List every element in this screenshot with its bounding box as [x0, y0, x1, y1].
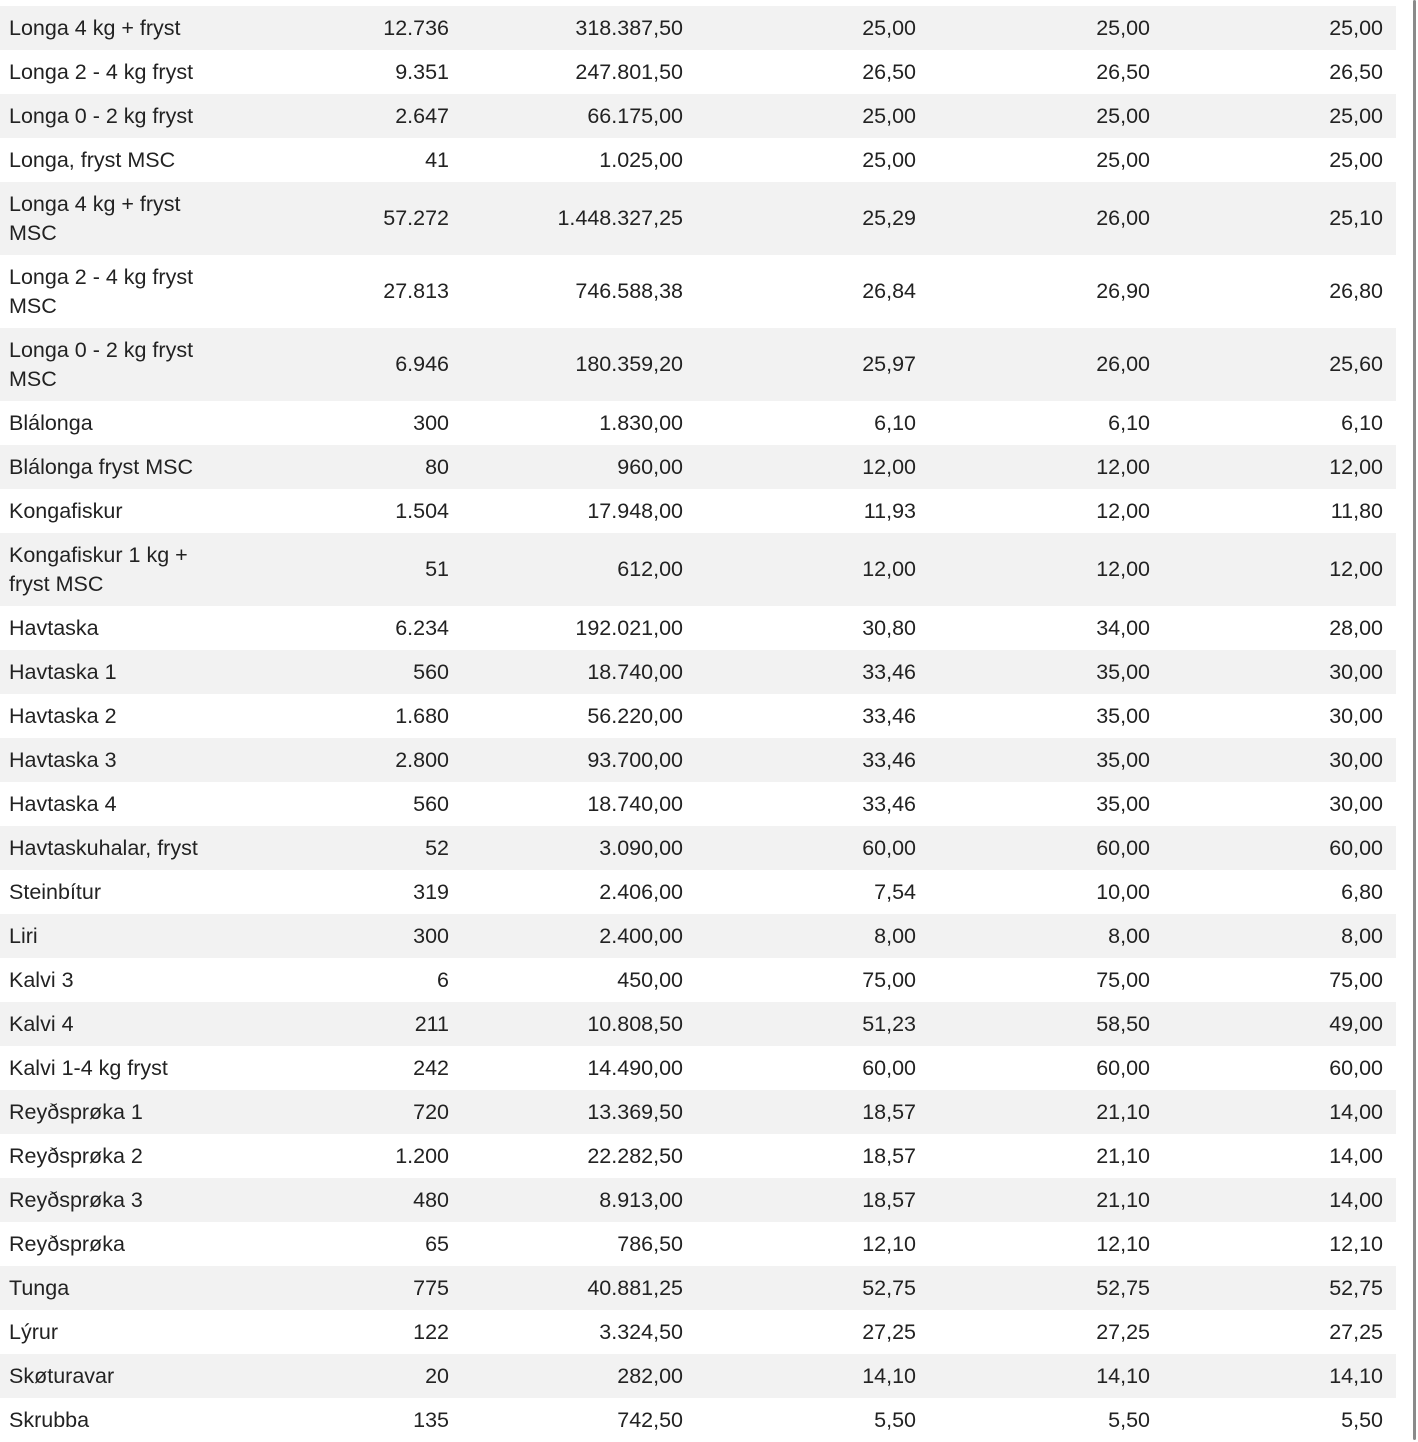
total-value-cell: 14.490,00 — [587, 1055, 683, 1080]
quantity-cell: 27.813 — [383, 279, 449, 303]
min-price-cell: 12,00 — [1329, 454, 1383, 479]
total-value-cell: 93.700,00 — [587, 747, 683, 772]
max-price-cell: 58,50 — [1096, 1011, 1150, 1036]
min-price-cell: 14,00 — [1329, 1143, 1383, 1168]
table-row — [0, 1222, 1396, 1266]
total-value-cell: 786,50 — [617, 1231, 683, 1256]
species-name-cell: Kongafiskur 1 kg + fryst MSC — [9, 542, 188, 596]
total-value-cell: 2.406,00 — [599, 879, 683, 904]
average-price-cell: 18,57 — [862, 1187, 916, 1212]
species-name-cell: Longa 2 - 4 kg fryst — [9, 59, 194, 84]
total-value-cell: 1.448.327,25 — [557, 206, 683, 230]
min-price-cell: 60,00 — [1329, 835, 1383, 860]
average-price-cell: 18,57 — [862, 1099, 916, 1124]
species-name-cell: Havtaska 2 — [9, 703, 117, 728]
average-price-cell: 33,46 — [862, 747, 916, 772]
total-value-cell: 960,00 — [617, 454, 683, 479]
average-price-cell: 33,46 — [862, 703, 916, 728]
table-row — [0, 328, 1396, 401]
species-name-cell: Havtaska — [9, 615, 99, 640]
min-price-cell: 28,00 — [1329, 615, 1383, 640]
min-price-cell: 6,80 — [1341, 879, 1383, 904]
species-name-cell: Havtaska 4 — [9, 791, 117, 816]
total-value-cell: 10.808,50 — [587, 1011, 683, 1036]
quantity-cell: 80 — [425, 454, 449, 479]
average-price-cell: 14,10 — [862, 1363, 916, 1388]
table-row — [0, 870, 1396, 914]
table-row — [0, 445, 1396, 489]
table-row — [0, 694, 1396, 738]
table-row — [0, 782, 1396, 826]
max-price-cell: 35,00 — [1096, 703, 1150, 728]
min-price-cell: 49,00 — [1329, 1011, 1383, 1036]
min-price-cell: 8,00 — [1341, 923, 1383, 948]
max-price-cell: 35,00 — [1096, 791, 1150, 816]
vertical-scrollbar[interactable] — [1410, 0, 1418, 1440]
max-price-cell: 5,50 — [1108, 1407, 1150, 1432]
max-price-cell: 35,00 — [1096, 659, 1150, 684]
min-price-cell: 14,00 — [1329, 1099, 1383, 1124]
average-price-cell: 60,00 — [862, 835, 916, 860]
quantity-cell: 242 — [413, 1055, 449, 1080]
min-price-cell: 5,50 — [1341, 1407, 1383, 1432]
max-price-cell: 26,00 — [1096, 352, 1150, 376]
total-value-cell: 2.400,00 — [599, 923, 683, 948]
quantity-cell: 300 — [413, 410, 449, 435]
species-name-cell: Kalvi 4 — [9, 1011, 74, 1036]
average-price-cell: 26,84 — [862, 279, 916, 303]
quantity-cell: 2.647 — [395, 103, 449, 128]
table-row — [0, 1134, 1396, 1178]
min-price-cell: 75,00 — [1329, 967, 1383, 992]
total-value-cell: 742,50 — [617, 1407, 683, 1432]
total-value-cell: 746.588,38 — [575, 279, 683, 303]
max-price-cell: 34,00 — [1096, 615, 1150, 640]
table-row — [0, 138, 1396, 182]
quantity-cell: 300 — [413, 923, 449, 948]
species-name-cell: Kalvi 1-4 kg fryst — [9, 1055, 168, 1080]
total-value-cell: 3.090,00 — [599, 835, 683, 860]
min-price-cell: 25,00 — [1329, 147, 1383, 172]
max-price-cell: 12,00 — [1096, 557, 1150, 581]
table-row — [0, 182, 1396, 255]
max-price-cell: 6,10 — [1108, 410, 1150, 435]
species-name-cell: Steinbítur — [9, 879, 102, 904]
max-price-cell: 25,00 — [1096, 147, 1150, 172]
quantity-cell: 211 — [414, 1011, 449, 1036]
species-name-cell: Blálonga fryst MSC — [9, 454, 194, 479]
max-price-cell: 12,10 — [1096, 1231, 1150, 1256]
table-row — [0, 1398, 1396, 1442]
max-price-cell: 12,00 — [1096, 454, 1150, 479]
max-price-cell: 60,00 — [1096, 835, 1150, 860]
min-price-cell: 12,00 — [1329, 557, 1383, 581]
average-price-cell: 8,00 — [874, 923, 916, 948]
table-row — [0, 255, 1396, 328]
average-price-cell: 25,97 — [862, 352, 916, 376]
total-value-cell: 66.175,00 — [587, 103, 683, 128]
min-price-cell: 25,10 — [1329, 206, 1383, 230]
total-value-cell: 22.282,50 — [587, 1143, 683, 1168]
total-value-cell: 18.740,00 — [587, 659, 683, 684]
quantity-cell: 122 — [413, 1319, 449, 1344]
total-value-cell: 450,00 — [617, 967, 683, 992]
quantity-cell: 41 — [425, 147, 449, 172]
auction-results-table — [0, 6, 1396, 1442]
max-price-cell: 10,00 — [1096, 879, 1150, 904]
max-price-cell: 26,00 — [1096, 206, 1150, 230]
species-name-cell: Longa 0 - 2 kg fryst — [9, 103, 194, 128]
table-row — [0, 94, 1396, 138]
average-price-cell: 60,00 — [862, 1055, 916, 1080]
species-name-cell: Havtaska 1 — [9, 659, 117, 684]
average-price-cell: 11,93 — [863, 498, 916, 523]
species-name-cell: Longa 4 kg + fryst MSC — [9, 191, 181, 245]
average-price-cell: 75,00 — [862, 967, 916, 992]
total-value-cell: 1.830,00 — [599, 410, 683, 435]
total-value-cell: 1.025,00 — [599, 147, 683, 172]
species-name-cell: Havtaskuhalar, fryst — [9, 835, 198, 860]
average-price-cell: 30,80 — [862, 615, 916, 640]
total-value-cell: 3.324,50 — [599, 1319, 683, 1344]
table-row — [0, 1046, 1396, 1090]
average-price-cell: 25,00 — [862, 147, 916, 172]
table-row — [0, 1178, 1396, 1222]
max-price-cell: 8,00 — [1108, 923, 1150, 948]
total-value-cell: 40.881,25 — [587, 1275, 683, 1300]
min-price-cell: 30,00 — [1329, 791, 1383, 816]
table-row — [0, 738, 1396, 782]
max-price-cell: 25,00 — [1096, 103, 1150, 128]
total-value-cell: 18.740,00 — [587, 791, 683, 816]
species-name-cell: Reyðsprøka 1 — [9, 1099, 143, 1124]
table-row — [0, 1002, 1396, 1046]
max-price-cell: 14,10 — [1096, 1363, 1150, 1388]
min-price-cell: 30,00 — [1329, 703, 1383, 728]
quantity-cell: 560 — [413, 659, 449, 684]
total-value-cell: 17.948,00 — [587, 498, 683, 523]
quantity-cell: 1.504 — [395, 498, 449, 523]
table-row — [0, 1310, 1396, 1354]
species-name-cell: Longa 4 kg + fryst — [9, 15, 181, 40]
species-name-cell: Reyðsprøka — [9, 1231, 125, 1256]
table-row — [0, 1354, 1396, 1398]
table-row — [0, 6, 1396, 50]
min-price-cell: 27,25 — [1329, 1319, 1383, 1344]
quantity-cell: 6.946 — [395, 352, 449, 376]
average-price-cell: 7,54 — [874, 879, 916, 904]
average-price-cell: 6,10 — [874, 410, 916, 435]
average-price-cell: 25,29 — [862, 206, 916, 230]
min-price-cell: 11,80 — [1330, 498, 1383, 523]
table-row — [0, 50, 1396, 94]
species-name-cell: Kalvi 3 — [9, 967, 74, 992]
min-price-cell: 52,75 — [1329, 1275, 1383, 1300]
total-value-cell: 180.359,20 — [575, 352, 683, 376]
max-price-cell: 21,10 — [1096, 1143, 1150, 1168]
average-price-cell: 52,75 — [862, 1275, 916, 1300]
quantity-cell: 2.800 — [395, 747, 449, 772]
min-price-cell: 14,10 — [1329, 1363, 1383, 1388]
average-price-cell: 51,23 — [862, 1011, 916, 1036]
max-price-cell: 26,50 — [1096, 59, 1150, 84]
quantity-cell: 51 — [425, 557, 449, 581]
min-price-cell: 14,00 — [1329, 1187, 1383, 1212]
min-price-cell: 30,00 — [1329, 659, 1383, 684]
average-price-cell: 33,46 — [862, 659, 916, 684]
table-row — [0, 489, 1396, 533]
max-price-cell: 12,00 — [1096, 498, 1150, 523]
species-name-cell: Lýrur — [9, 1319, 58, 1344]
min-price-cell: 25,60 — [1329, 352, 1383, 376]
max-price-cell: 21,10 — [1096, 1187, 1150, 1212]
table-body — [0, 6, 1396, 1442]
table-row — [0, 1266, 1396, 1310]
average-price-cell: 25,00 — [862, 103, 916, 128]
max-price-cell: 26,90 — [1096, 279, 1150, 303]
average-price-cell: 12,10 — [862, 1231, 916, 1256]
quantity-cell: 1.200 — [395, 1143, 449, 1168]
min-price-cell: 26,80 — [1329, 279, 1383, 303]
species-name-cell: Tunga — [9, 1275, 70, 1300]
max-price-cell: 21,10 — [1096, 1099, 1150, 1124]
species-name-cell: Longa 0 - 2 kg fryst MSC — [9, 337, 194, 391]
total-value-cell: 192.021,00 — [575, 615, 683, 640]
average-price-cell: 12,00 — [862, 557, 916, 581]
min-price-cell: 30,00 — [1329, 747, 1383, 772]
species-name-cell: Havtaska 3 — [9, 747, 117, 772]
quantity-cell: 1.680 — [395, 703, 449, 728]
total-value-cell: 13.369,50 — [587, 1099, 683, 1124]
total-value-cell: 318.387,50 — [575, 15, 683, 40]
total-value-cell: 247.801,50 — [575, 59, 683, 84]
quantity-cell: 65 — [425, 1231, 449, 1256]
species-name-cell: Longa 2 - 4 kg fryst MSC — [9, 264, 194, 318]
quantity-cell: 775 — [413, 1275, 449, 1300]
species-name-cell: Skøturavar — [9, 1363, 115, 1388]
table-row — [0, 650, 1396, 694]
min-price-cell: 25,00 — [1329, 103, 1383, 128]
table-row — [0, 914, 1396, 958]
max-price-cell: 75,00 — [1096, 967, 1150, 992]
total-value-cell: 56.220,00 — [587, 703, 683, 728]
quantity-cell: 480 — [413, 1187, 449, 1212]
quantity-cell: 57.272 — [383, 206, 449, 230]
quantity-cell: 6 — [437, 967, 449, 992]
total-value-cell: 8.913,00 — [599, 1187, 683, 1212]
quantity-cell: 52 — [425, 835, 449, 860]
average-price-cell: 27,25 — [862, 1319, 916, 1344]
average-price-cell: 26,50 — [862, 59, 916, 84]
quantity-cell: 20 — [425, 1363, 449, 1388]
average-price-cell: 25,00 — [862, 15, 916, 40]
quantity-cell: 135 — [413, 1407, 449, 1432]
species-name-cell: Longa, fryst MSC — [9, 147, 176, 172]
table-row — [0, 401, 1396, 445]
species-name-cell: Reyðsprøka 2 — [9, 1143, 143, 1168]
min-price-cell: 26,50 — [1329, 59, 1383, 84]
species-name-cell: Blálonga — [9, 410, 93, 435]
quantity-cell: 6.234 — [395, 615, 449, 640]
quantity-cell: 12.736 — [383, 15, 449, 40]
max-price-cell: 52,75 — [1096, 1275, 1150, 1300]
average-price-cell: 12,00 — [862, 454, 916, 479]
table-row — [0, 533, 1396, 606]
min-price-cell: 6,10 — [1341, 410, 1383, 435]
max-price-cell: 25,00 — [1096, 15, 1150, 40]
average-price-cell: 18,57 — [862, 1143, 916, 1168]
species-name-cell: Kongafiskur — [9, 498, 123, 523]
auction-results-table-container — [0, 6, 1396, 1442]
max-price-cell: 35,00 — [1096, 747, 1150, 772]
max-price-cell: 60,00 — [1096, 1055, 1150, 1080]
total-value-cell: 612,00 — [617, 557, 683, 581]
average-price-cell: 33,46 — [862, 791, 916, 816]
min-price-cell: 25,00 — [1329, 15, 1383, 40]
quantity-cell: 560 — [413, 791, 449, 816]
table-row — [0, 1090, 1396, 1134]
table-row — [0, 958, 1396, 1002]
average-price-cell: 5,50 — [874, 1407, 916, 1432]
species-name-cell: Liri — [9, 923, 38, 948]
min-price-cell: 60,00 — [1329, 1055, 1383, 1080]
scrollbar-thumb[interactable] — [1413, 0, 1416, 1440]
quantity-cell: 9.351 — [395, 59, 449, 84]
total-value-cell: 282,00 — [617, 1363, 683, 1388]
min-price-cell: 12,10 — [1329, 1231, 1383, 1256]
max-price-cell: 27,25 — [1096, 1319, 1150, 1344]
species-name-cell: Skrubba — [9, 1407, 90, 1432]
quantity-cell: 319 — [413, 879, 449, 904]
species-name-cell: Reyðsprøka 3 — [9, 1187, 143, 1212]
table-row — [0, 606, 1396, 650]
table-row — [0, 826, 1396, 870]
quantity-cell: 720 — [413, 1099, 449, 1124]
